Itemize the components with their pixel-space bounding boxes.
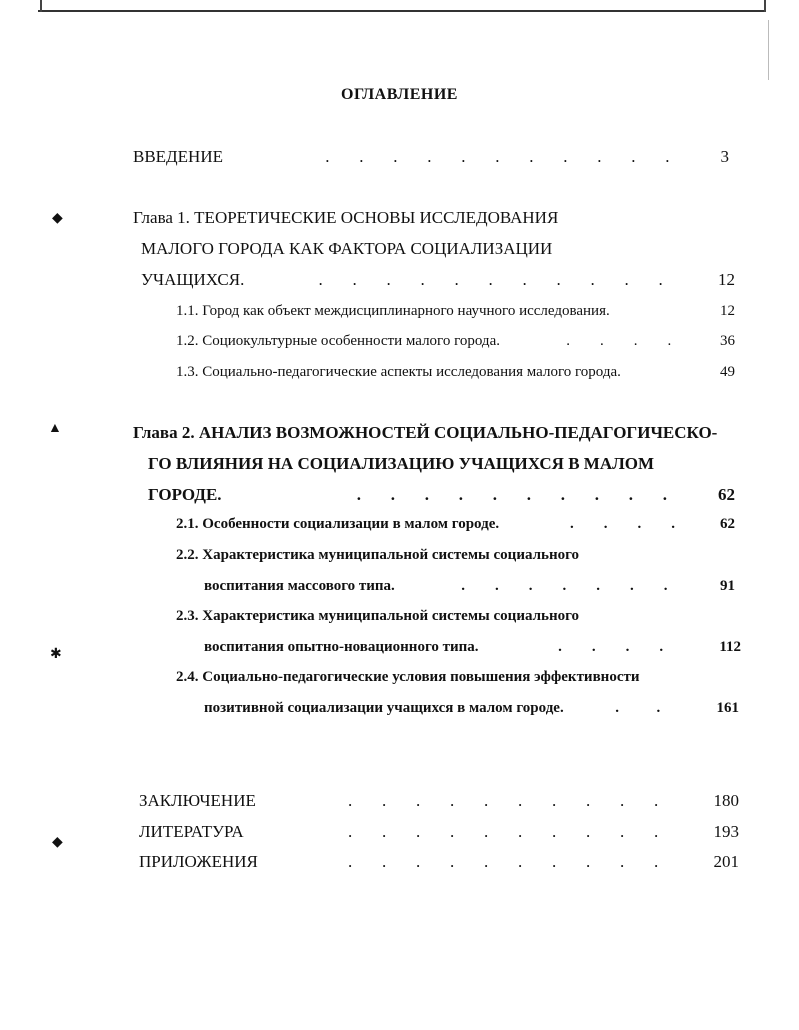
toc-entry-label: 1.2. Социокультурные особенности малого города. (176, 333, 500, 349)
chapter-1-title-line-2[interactable]: МАЛОГО ГОРОДА КАК ФАКТОРА СОЦИАЛИЗАЦИИ (141, 239, 553, 258)
scan-top-border (38, 10, 766, 12)
leader-dots: . . . . . . . . . . (348, 791, 714, 810)
margin-mark-icon: ▲ (48, 421, 62, 436)
toc-entry-section-2-1[interactable] (176, 516, 735, 533)
toc-entry-label: ЗАКЛЮЧЕНИЕ (139, 791, 256, 810)
toc-entry-conclusion[interactable] (139, 791, 739, 811)
toc-page-number: 3 (720, 147, 729, 166)
toc-entry-section-2-2[interactable] (204, 578, 735, 595)
toc-page-number: 12 (720, 303, 735, 319)
toc-entry-label: воспитания массового типа. (204, 578, 395, 594)
toc-entry-label: ПРИЛОЖЕНИЯ (139, 852, 258, 871)
toc-entry-chapter-1[interactable] (141, 270, 735, 290)
toc-page-number: 112 (719, 639, 741, 655)
chapter-2-title-line-1[interactable]: Глава 2. АНАЛИЗ ВОЗМОЖНОСТЕЙ СОЦИАЛЬНО-ПЕДАГОГИЧЕСКО- (133, 423, 718, 442)
leader-dots: . . . . . . . . . . . (314, 270, 718, 289)
toc-entry-section-2-3[interactable] (204, 639, 741, 656)
leader-dots: . . (592, 700, 717, 716)
margin-mark-icon: ◆ (52, 835, 63, 850)
toc-entry-section-2-4[interactable] (204, 700, 739, 717)
toc-page-number: 62 (718, 485, 735, 504)
toc-page-number: 36 (720, 333, 735, 349)
leader-dots: . . . . . . . . . . (348, 852, 714, 871)
leader-dots: . . . . . . . . . . . (325, 147, 721, 166)
toc-entry-label: ВВЕДЕНИЕ (133, 147, 223, 166)
toc-page-number: 201 (713, 852, 739, 871)
toc-entry-label: ЛИТЕРАТУРА (139, 822, 244, 841)
toc-entry-label: 1.1. Город как объект междисциплинарного научного исследования. (176, 303, 610, 319)
toc-page-number: 91 (720, 578, 735, 594)
toc-entry-appendix[interactable] (139, 852, 739, 872)
scan-border-tick-right (764, 0, 766, 12)
toc-entry-chapter-2[interactable] (148, 485, 735, 505)
toc-entry-section-2-3-line-1[interactable]: 2.3. Характеристика муниципальной системы социального (176, 608, 580, 624)
toc-page-number: 193 (713, 822, 739, 841)
chapter-1-title-line-1[interactable]: Глава 1. ТЕОРЕТИЧЕСКИЕ ОСНОВЫ ИССЛЕДОВАНИЯ (133, 208, 559, 227)
toc-page-number: 49 (720, 364, 735, 380)
leader-dots: . . . . . . . . . . (339, 485, 718, 504)
margin-mark-icon: ✱ (50, 647, 62, 662)
toc-entry-literature[interactable] (139, 822, 739, 842)
toc-entry-label: 2.1. Особенности социализации в малом городе. (176, 516, 500, 532)
chapter-2-title-line-2[interactable]: ГО ВЛИЯНИЯ НА СОЦИАЛИЗАЦИЮ УЧАЩИХСЯ В МАЛОМ (148, 454, 655, 473)
toc-page-number: 12 (718, 270, 735, 289)
toc-entry-label: ГОРОДЕ. (148, 485, 222, 504)
toc-entry-section-1-2[interactable] (176, 333, 735, 350)
toc-page-number: 62 (720, 516, 735, 532)
scan-right-edge (768, 20, 769, 80)
toc-entry-label: УЧАЩИХСЯ. (141, 270, 245, 289)
toc-entry-label: позитивной социализации учащихся в малом городе. (204, 700, 564, 716)
toc-entry-label: 1.3. Социально-педагогические аспекты исследования малого города. (176, 364, 621, 380)
margin-mark-icon: ◆ (52, 211, 63, 226)
toc-page-number: 161 (716, 700, 739, 716)
toc-page-number: 180 (713, 791, 739, 810)
leader-dots: . . . . . . . (435, 578, 720, 594)
toc-entry-section-2-2-line-1[interactable]: 2.2. Характеристика муниципальной системы социального (176, 547, 580, 563)
toc-entry-section-1-3[interactable] (176, 364, 735, 381)
page-title: ОГЛАВЛЕНИЕ (341, 86, 458, 103)
toc-entry-label: воспитания опытно-новационного типа. (204, 639, 479, 655)
toc-entry-section-1-1[interactable] (176, 303, 735, 320)
toc-entry-introduction[interactable] (133, 147, 729, 167)
leader-dots: . . . . (536, 516, 720, 532)
toc-entry-section-2-4-line-1[interactable]: 2.4. Социально-педагогические условия повышения эффективности (176, 669, 640, 685)
leader-dots: . . . . . . . . . . (343, 822, 714, 841)
leader-dots: . . . . (555, 333, 720, 349)
scan-border-tick-left (40, 0, 42, 12)
leader-dots: . . . . (535, 639, 720, 655)
